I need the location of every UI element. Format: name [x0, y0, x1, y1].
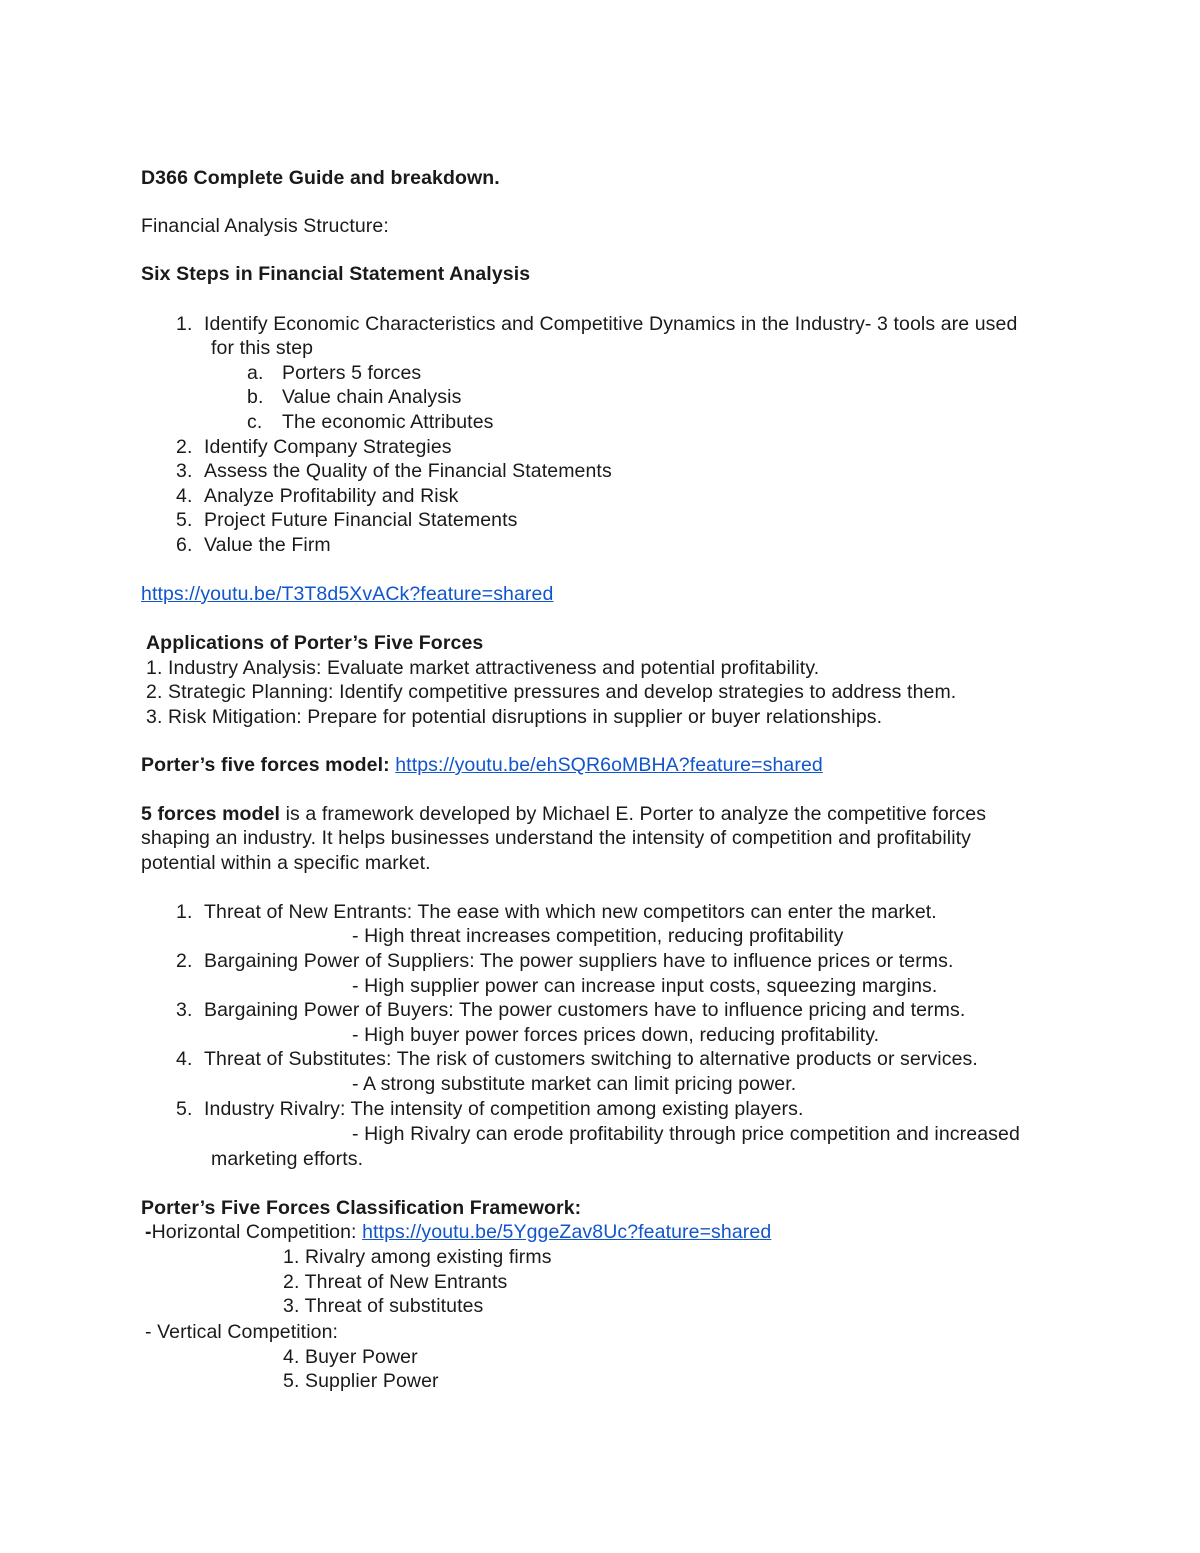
vertical-item: 5. Supplier Power	[283, 1370, 439, 1392]
horizontal-dash: -	[145, 1221, 152, 1243]
force-marker: 4.	[176, 1048, 193, 1070]
six-steps-heading: Six Steps in Financial Statement Analysis	[141, 263, 531, 285]
step-marker: 5.	[176, 509, 193, 531]
step-text: Identify Company Strategies	[204, 436, 452, 458]
model-line	[141, 753, 823, 777]
horizontal-competition-line	[145, 1220, 771, 1244]
step-text: Project Future Financial Statements	[204, 509, 518, 531]
application-item: 3. Risk Mitigation: Prepare for potential disruptions in supplier or buyer relationships.	[146, 706, 883, 728]
tool-marker: a.	[247, 362, 264, 384]
force-item	[176, 1097, 804, 1121]
step-text: Value the Firm	[204, 534, 331, 556]
force-note: - High Rivalry can erode profitability through price competition and increased	[352, 1123, 1020, 1145]
step-item	[176, 484, 458, 508]
force-marker: 2.	[176, 950, 193, 972]
horizontal-label: Horizontal Competition:	[151, 1221, 363, 1243]
tool-marker: c.	[247, 411, 263, 433]
force-note: - High buyer power forces prices down, reducing profitability.	[352, 1024, 880, 1046]
tool-text: Value chain Analysis	[282, 386, 462, 408]
step-marker: 1.	[176, 313, 193, 335]
classification-heading: Porter’s Five Forces Classification Framework:	[141, 1197, 582, 1219]
steps-video-link[interactable]: https://youtu.be/T3T8d5XvACk?feature=shared	[141, 583, 554, 605]
force-note: - High threat increases competition, reducing profitability	[352, 925, 844, 947]
step-item	[176, 533, 331, 557]
force-text: Bargaining Power of Suppliers: The power suppliers have to influence prices or terms.	[204, 950, 954, 972]
applications-heading: Applications of Porter’s Five Forces	[146, 632, 484, 654]
model-video-link[interactable]: https://youtu.be/ehSQR6oMBHA?feature=shared	[395, 754, 823, 776]
step-item	[176, 435, 452, 459]
section-subtitle: Financial Analysis Structure:	[141, 215, 389, 237]
application-item: 1. Industry Analysis: Evaluate market attractiveness and potential profitability.	[146, 657, 820, 679]
force-text: Threat of New Entrants: The ease with which new competitors can enter the market.	[204, 901, 937, 923]
force-note-continued: marketing efforts.	[211, 1148, 364, 1170]
force-text: Industry Rivalry: The intensity of competition among existing players.	[204, 1098, 804, 1120]
step-marker: 2.	[176, 436, 193, 458]
tool-item	[247, 385, 461, 409]
force-marker: 1.	[176, 901, 193, 923]
horizontal-item: 1. Rivalry among existing firms	[283, 1246, 552, 1268]
horizontal-item: 2. Threat of New Entrants	[283, 1271, 508, 1293]
step-item	[176, 312, 1017, 336]
force-note: - High supplier power can increase input costs, squeezing margins.	[352, 975, 938, 997]
step-text: Analyze Profitability and Risk	[204, 485, 459, 507]
horizontal-video-link[interactable]: https://youtu.be/5YggeZav8Uc?feature=shared	[362, 1221, 772, 1243]
force-marker: 3.	[176, 999, 193, 1021]
model-label: Porter’s five forces model:	[141, 754, 390, 776]
description-bold: 5 forces model	[141, 803, 281, 825]
description-line: shaping an industry. It helps businesses understand the intensity of competition and profitability	[141, 827, 972, 849]
force-item	[176, 998, 965, 1022]
vertical-item: 4. Buyer Power	[283, 1346, 418, 1368]
step-marker: 6.	[176, 534, 193, 556]
vertical-competition-line: - Vertical Competition:	[145, 1321, 339, 1343]
step-text: Assess the Quality of the Financial Statements	[204, 460, 612, 482]
tool-text: Porters 5 forces	[282, 362, 422, 384]
force-item	[176, 900, 937, 924]
tool-text: The economic Attributes	[282, 411, 494, 433]
application-item: 2. Strategic Planning: Identify competitive pressures and develop strategies to address them.	[146, 681, 957, 703]
force-text: Threat of Substitutes: The risk of customers switching to alternative products or services.	[204, 1048, 978, 1070]
force-text: Bargaining Power of Buyers: The power customers have to influence pricing and terms.	[204, 999, 966, 1021]
description-line	[141, 802, 986, 826]
step-item	[176, 459, 612, 483]
force-marker: 5.	[176, 1098, 193, 1120]
description-text: is a framework developed by Michael E. Porter to analyze the competitive forces	[280, 803, 987, 825]
force-item	[176, 1047, 978, 1071]
tool-item	[247, 410, 494, 434]
description-line: potential within a specific market.	[141, 852, 431, 874]
document-title: D366 Complete Guide and breakdown.	[141, 167, 500, 189]
tool-marker: b.	[247, 386, 264, 408]
force-note: - A strong substitute market can limit pricing power.	[352, 1073, 797, 1095]
tool-item	[247, 361, 421, 385]
step-text-continued: for this step	[211, 337, 314, 359]
force-item	[176, 949, 954, 973]
step-item	[176, 508, 517, 532]
step-text: Identify Economic Characteristics and Competitive Dynamics in the Industry- 3 tools are used	[204, 313, 1018, 335]
horizontal-item: 3. Threat of substitutes	[283, 1295, 484, 1317]
step-marker: 4.	[176, 485, 193, 507]
step-marker: 3.	[176, 460, 193, 482]
